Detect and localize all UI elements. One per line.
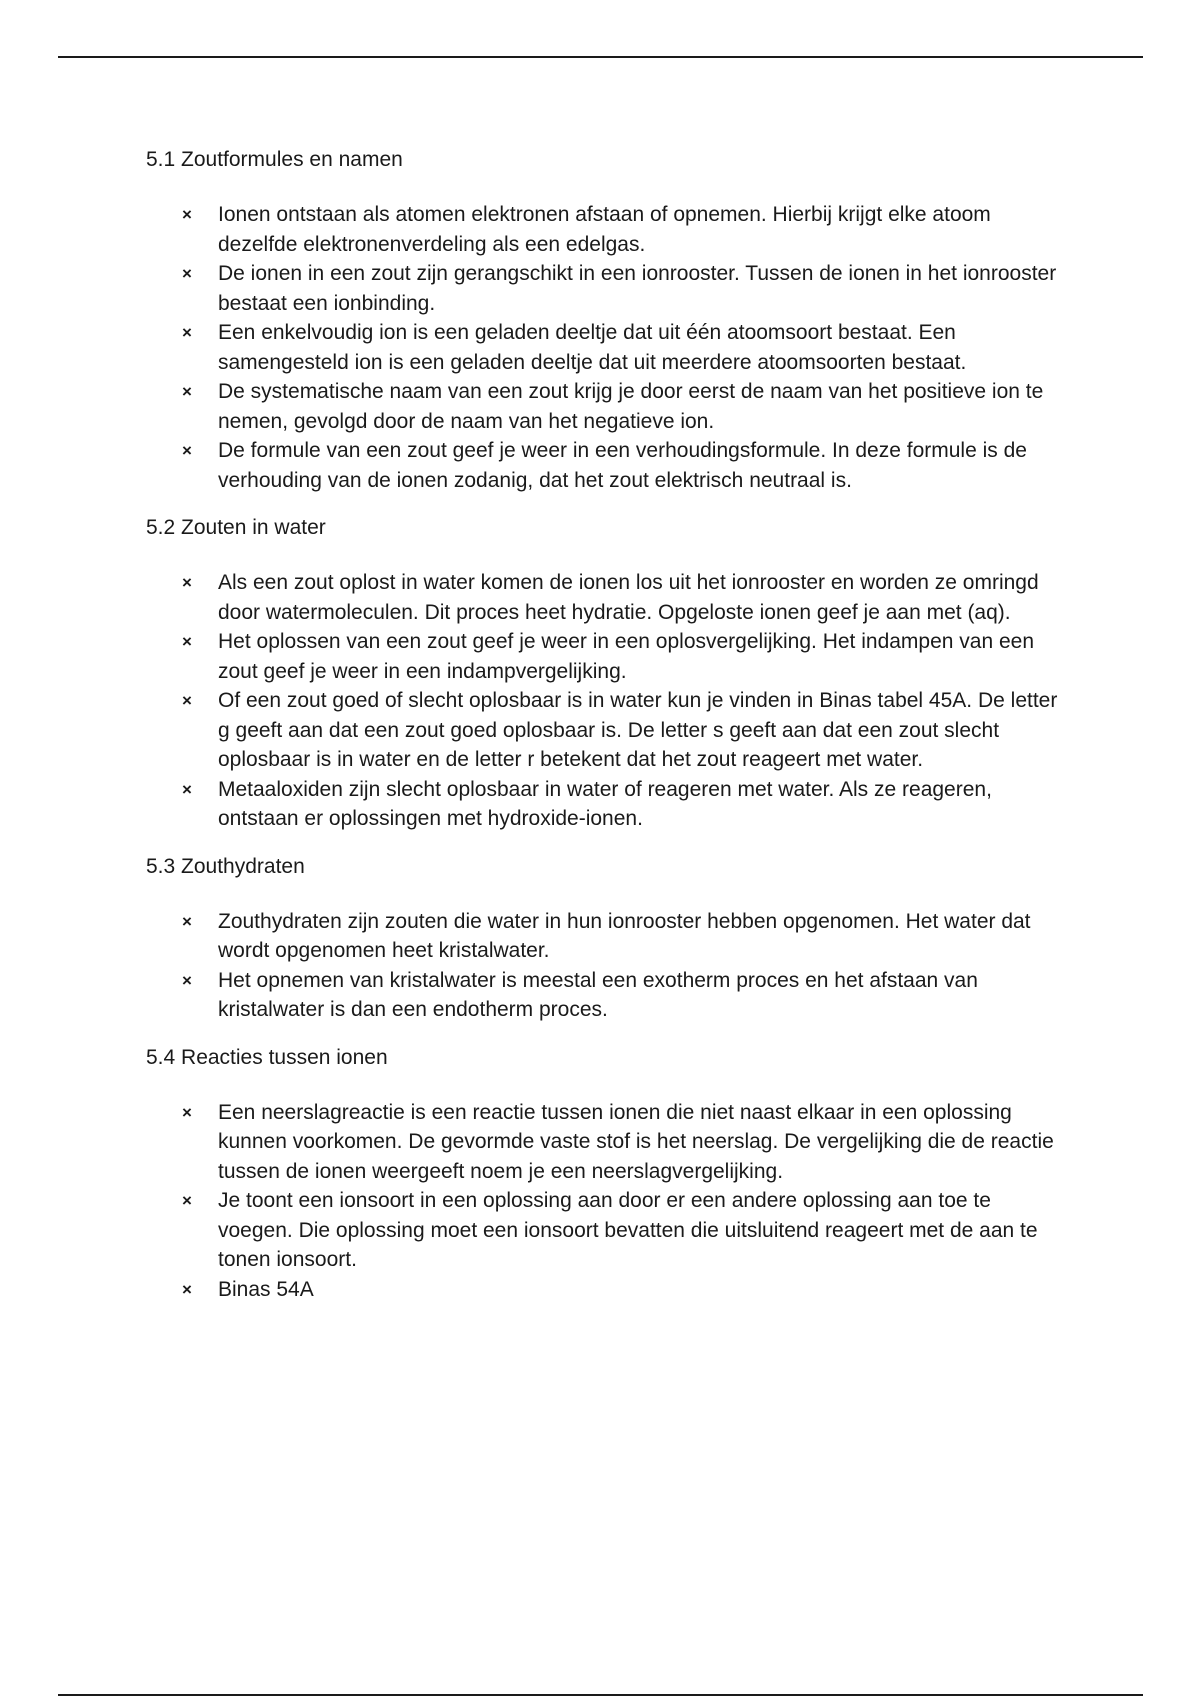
cross-bullet-icon: × [182,382,192,401]
cross-bullet-icon: × [182,323,192,342]
cross-bullet-icon: × [182,264,192,283]
list-item [146,318,1066,377]
list-item-text: Je toont een ionsoort in een oplossing aan door er een andere oplossing aan toe te voegen. Die oplossing moet een ionsoort bevatten die uitsluitend reageert met de aan te tonen ionsoort. [218,1189,1038,1271]
list-item [146,259,1066,318]
list-item [146,686,1066,775]
list-item [146,200,1066,259]
list-item-text: De systematische naam van een zout krijg je door eerst de naam van het positieve ion te nemen, gevolgd door de naam van het negatieve ion. [218,380,1044,433]
list-item [146,966,1066,1025]
list-item [146,1275,1066,1305]
section-5-3 [146,852,1066,1025]
list-item-text: Een enkelvoudig ion is een geladen deeltje dat uit één atoomsoort bestaat. Een samengesteld ion is een geladen deeltje dat uit meerdere atoomsoorten bestaat. [218,321,967,374]
list-item [146,436,1066,495]
document-body [146,145,1066,1322]
footer-rule [58,1694,1143,1696]
section-heading: 5.4 Reacties tussen ionen [146,1045,388,1069]
cross-bullet-icon: × [182,911,192,931]
cross-bullet-icon: × [182,970,192,990]
bullet-list [146,1098,1066,1305]
list-item-text: Als een zout oplost in water komen de ionen los uit het ionrooster en worden ze omringd door watermoleculen. Dit proces heet hydratie. Opgeloste ionen geef je aan met (aq). [218,571,1039,624]
cross-bullet-icon: × [182,1279,192,1299]
cross-bullet-icon: × [182,779,192,799]
list-item-text: Of een zout goed of slecht oplosbaar is in water kun je vinden in Binas tabel 45A. De letter g geeft aan dat een zout goed oplosbaar is. De letter s geeft aan dat een zout slecht oplosbaar is in water en de letter r betekent dat het zout reageert met water. [218,689,1058,771]
cross-bullet-icon: × [182,205,192,224]
bullet-list [146,907,1066,1025]
list-item [146,907,1066,966]
cross-bullet-icon: × [182,1191,192,1210]
list-item [146,568,1066,627]
list-item-text: Het oplossen van een zout geef je weer in een oplosvergelijking. Het indampen van een zout geef je weer in een indampvergelijking. [218,630,1035,683]
list-item [146,627,1066,686]
header-rule [58,56,1143,58]
list-item-text: De formule van een zout geef je weer in een verhoudingsformule. In deze formule is de verhouding van de ionen zodanig, dat het zout elektrisch neutraal is. [218,439,1027,492]
list-item-text: Binas 54A [218,1277,314,1301]
list-item [146,775,1066,834]
cross-bullet-icon: × [182,1102,192,1122]
list-item-text: Het opnemen van kristalwater is meestal een exotherm proces en het afstaan van kristalwater is dan een endotherm proces. [218,968,978,1021]
section-5-2 [146,513,1066,834]
list-item [146,1186,1066,1275]
section-5-1 [146,145,1066,495]
cross-bullet-icon: × [182,441,192,460]
bullet-list [146,200,1066,495]
cross-bullet-icon: × [182,691,192,710]
section-heading: 5.3 Zouthydraten [146,854,305,878]
list-item-text: Metaaloxiden zijn slecht oplosbaar in water of reageren met water. Als ze reageren, ontstaan er oplossingen met hydroxide-ionen. [218,777,992,830]
section-heading: 5.1 Zoutformules en namen [146,148,403,171]
list-item [146,377,1066,436]
list-item-text: Een neerslagreactie is een reactie tussen ionen die niet naast elkaar in een oplossing kunnen voorkomen. De gevormde vaste stof is het neerslag. De vergelijking die de reactie tussen de ionen weergeeft noem je een neerslagvergelijking. [218,1100,1054,1183]
list-item-text: Ionen ontstaan als atomen elektronen afstaan of opnemen. Hierbij krijgt elke atoom dezelfde elektronenverdeling als een edelgas. [218,203,991,256]
list-item [146,1098,1066,1187]
section-5-4 [146,1043,1066,1305]
cross-bullet-icon: × [182,632,192,651]
list-item-text: De ionen in een zout zijn gerangschikt in een ionrooster. Tussen de ionen in het ionrooster bestaat een ionbinding. [218,262,1057,315]
bullet-list [146,568,1066,834]
section-heading: 5.2 Zouten in water [146,516,326,539]
cross-bullet-icon: × [182,573,192,592]
list-item-text: Zouthydraten zijn zouten die water in hun ionrooster hebben opgenomen. Het water dat wordt opgenomen heet kristalwater. [218,909,1031,962]
